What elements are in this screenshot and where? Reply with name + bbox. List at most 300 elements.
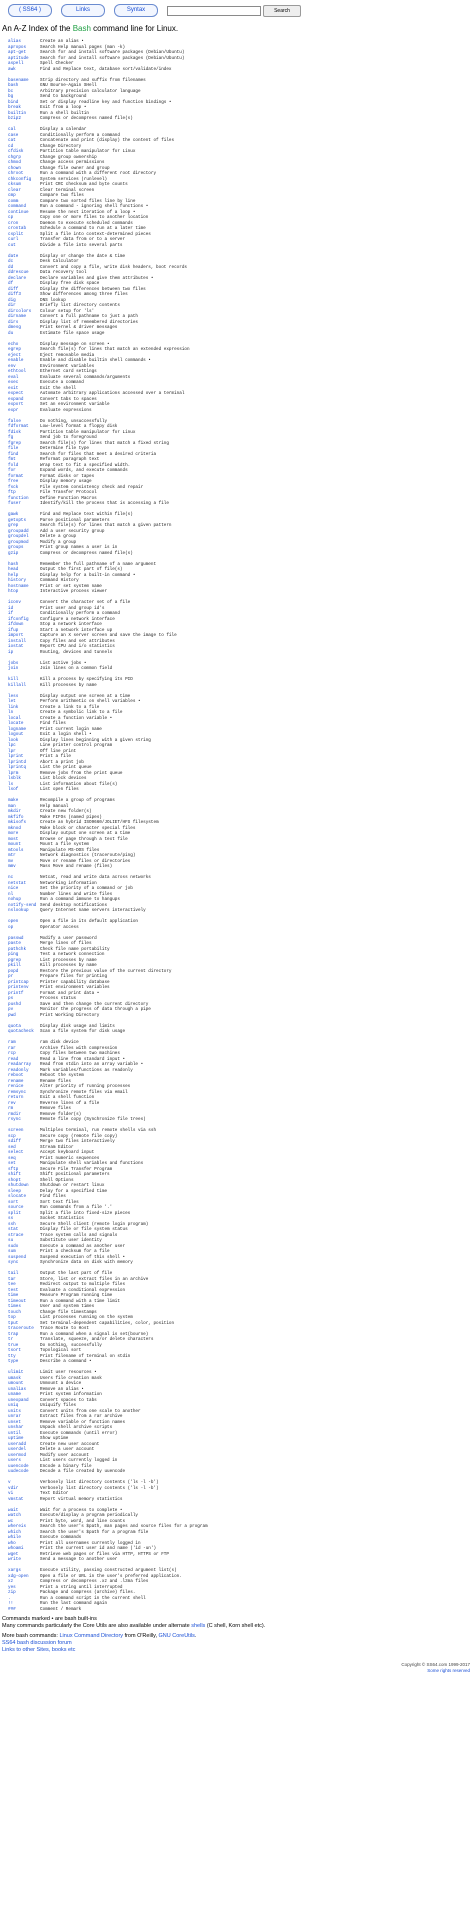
command-link[interactable]: rename — [8, 1078, 24, 1084]
command-link[interactable]: sed — [8, 1144, 16, 1150]
command-link[interactable]: timeout — [8, 1298, 27, 1304]
command-link[interactable]: ping — [8, 952, 19, 957]
command-link[interactable]: dig — [8, 297, 16, 303]
command-link[interactable]: dirname — [8, 314, 27, 319]
command-link[interactable]: case — [8, 132, 19, 138]
command-link[interactable]: tar — [8, 1276, 16, 1282]
command-link[interactable]: umask — [8, 1375, 21, 1381]
command-link[interactable]: killall — [8, 682, 27, 688]
command-link[interactable]: lprm — [8, 770, 19, 776]
command-link[interactable]: uudecode — [8, 1469, 29, 1474]
command-link[interactable]: xargs — [8, 1568, 21, 1573]
command-link[interactable]: rsync — [8, 1117, 21, 1122]
command-link[interactable]: lpr — [8, 748, 16, 754]
command-link[interactable]: pwd — [8, 1012, 16, 1018]
command-link[interactable]: dir — [8, 303, 16, 308]
command-link[interactable]: getopts — [8, 517, 27, 523]
command-link[interactable]: cal — [8, 127, 16, 132]
command-link[interactable]: return — [8, 1095, 24, 1100]
command-link[interactable]: let — [8, 699, 16, 704]
command-description: Decode a file created by uuencode — [40, 1469, 126, 1474]
command-link[interactable]: yes — [8, 1584, 16, 1590]
command-link[interactable]: comm — [8, 198, 19, 204]
command-link[interactable]: sftp — [8, 1166, 19, 1172]
command-link[interactable]: cksum — [8, 182, 21, 187]
command-link[interactable]: top — [8, 1315, 16, 1320]
linux-command-directory-link[interactable]: Linux Command Directory — [59, 1633, 124, 1639]
command-link[interactable]: ram — [8, 1040, 16, 1045]
command-link[interactable]: curl — [8, 237, 19, 242]
command-link[interactable]: cat — [8, 138, 16, 143]
command-link[interactable]: exit — [8, 385, 19, 391]
command-link[interactable]: look — [8, 737, 19, 743]
command-link[interactable]: until — [8, 1430, 21, 1436]
command-link[interactable]: fold — [8, 462, 19, 468]
command-link[interactable]: help — [8, 572, 19, 578]
command-link[interactable]: htop — [8, 589, 19, 594]
command-link[interactable]: tee — [8, 1282, 16, 1287]
command-link[interactable]: ifup — [8, 627, 19, 633]
command-link[interactable]: expand — [8, 396, 24, 402]
command-link[interactable]: declare — [8, 275, 27, 281]
other-sites-link[interactable]: Links to other Sites, books etc — [2, 1647, 76, 1653]
command-link[interactable]: groupdel — [8, 534, 29, 539]
command-link[interactable]: op — [8, 924, 14, 930]
command-description: Substitute user identity — [40, 1238, 102, 1243]
command-link[interactable]: unexpand — [8, 1397, 29, 1403]
command-description: Encode a binary file — [40, 1463, 92, 1469]
command-link[interactable]: apropos — [8, 44, 27, 50]
shells-link[interactable]: shells — [191, 1623, 206, 1629]
command-link[interactable]: mv — [8, 858, 14, 864]
command-link[interactable]: popd — [8, 968, 19, 974]
command-link[interactable]: join — [8, 666, 19, 671]
command-link[interactable]: v — [8, 1480, 11, 1485]
copyright-text: Copyright © SS64.com 1999-2017 — [401, 1662, 470, 1667]
command-link[interactable]: remsync — [8, 1089, 27, 1095]
command-link[interactable]: stat — [8, 1227, 19, 1232]
command-link[interactable]: fdisk — [8, 429, 21, 435]
command-link[interactable]: more — [8, 831, 19, 836]
command-link[interactable]: enable — [8, 358, 24, 363]
command-link[interactable]: times — [8, 1304, 21, 1309]
command-link[interactable]: paste — [8, 941, 21, 946]
command-link[interactable]: eject — [8, 352, 21, 358]
command-link[interactable]: chkconfig — [8, 176, 32, 182]
command-link[interactable]: sort — [8, 1199, 19, 1205]
command-link[interactable]: lsblk — [8, 776, 21, 781]
command-link[interactable]: most — [8, 836, 19, 842]
command-link[interactable]: vdir — [8, 1485, 19, 1491]
command-link[interactable]: nl — [8, 891, 14, 897]
command-link[interactable]: sum — [8, 1249, 16, 1254]
command-link[interactable]: date — [8, 253, 19, 259]
command-link[interactable]: make — [8, 798, 19, 803]
command-link[interactable]: install — [8, 638, 27, 644]
command-description: Data recovery tool — [40, 270, 87, 275]
command-link[interactable]: sleep — [8, 1188, 21, 1194]
command-link[interactable]: logout — [8, 732, 24, 737]
command-link[interactable]: free — [8, 479, 19, 484]
command-description: Environment variables — [40, 363, 95, 369]
command-link[interactable]: command — [8, 204, 27, 209]
command-link[interactable]: nc — [8, 875, 14, 880]
command-link[interactable]: sdiff — [8, 1139, 21, 1144]
command-link[interactable]: time — [8, 1293, 19, 1298]
command-link[interactable]: ### — [8, 1606, 16, 1612]
command-link[interactable]: find — [8, 451, 19, 457]
command-link[interactable]: select — [8, 1150, 24, 1155]
command-link[interactable]: logname — [8, 726, 27, 732]
command-link[interactable]: uniq — [8, 1403, 19, 1408]
command-link[interactable]: units — [8, 1408, 21, 1414]
command-description: Display lines beginning with a given string — [40, 737, 151, 743]
command-link[interactable]: chmod — [8, 160, 21, 165]
command-link[interactable]: !! — [8, 1601, 14, 1606]
command-link[interactable]: usermod — [8, 1452, 27, 1458]
command-link[interactable]: slocate — [8, 1194, 27, 1199]
command-link[interactable]: split — [8, 1210, 21, 1216]
command-link[interactable]: expr — [8, 407, 19, 413]
command-link[interactable]: chgrp — [8, 154, 21, 160]
command-link[interactable]: wait — [8, 1507, 19, 1513]
command-link[interactable]: for — [8, 468, 16, 473]
command-link[interactable]: iostat — [8, 644, 24, 649]
command-link[interactable]: break — [8, 105, 21, 110]
command-description: Measure Program running time — [40, 1293, 113, 1298]
command-link[interactable]: shopt — [8, 1177, 21, 1183]
command-link[interactable]: bg — [8, 94, 14, 99]
command-link[interactable]: . — [8, 1595, 11, 1601]
search-input[interactable] — [167, 6, 261, 16]
command-link[interactable]: which — [8, 1529, 21, 1535]
command-link[interactable]: nohup — [8, 897, 21, 902]
command-link[interactable]: quota — [8, 1023, 21, 1029]
command-link[interactable]: ethtool — [8, 369, 27, 374]
command-link[interactable]: diff3 — [8, 292, 21, 297]
command-link[interactable]: tput — [8, 1320, 19, 1326]
command-link[interactable]: unalias — [8, 1386, 27, 1392]
command-link[interactable]: while — [8, 1535, 21, 1540]
command-link[interactable]: gzip — [8, 550, 19, 556]
command-link[interactable]: fsck — [8, 484, 19, 490]
command-link[interactable]: lprint — [8, 754, 24, 759]
command-link[interactable]: local — [8, 715, 21, 721]
command-link[interactable]: passwd — [8, 935, 24, 941]
command-link[interactable]: kill — [8, 677, 19, 682]
command-link[interactable]: tail — [8, 1271, 19, 1276]
command-link[interactable]: printenv — [8, 985, 29, 990]
command-link[interactable]: xz — [8, 1579, 14, 1584]
command-link[interactable]: trap — [8, 1331, 19, 1337]
command-link[interactable]: mount — [8, 842, 21, 847]
command-link[interactable]: renice — [8, 1084, 24, 1089]
command-link[interactable]: mkfifo — [8, 814, 24, 820]
command-link[interactable]: mkdir — [8, 809, 21, 814]
command-link[interactable]: screen — [8, 1128, 24, 1133]
command-link[interactable]: umount — [8, 1381, 24, 1386]
command-link[interactable]: bind — [8, 99, 19, 105]
command-link[interactable]: function — [8, 495, 29, 501]
command-link[interactable]: pv — [8, 1007, 14, 1012]
command-link[interactable]: ln — [8, 710, 14, 715]
command-link[interactable]: groupadd — [8, 528, 29, 534]
command-description: Partition table manipulator for Linux — [40, 149, 136, 154]
command-link[interactable]: cmp — [8, 193, 16, 198]
command-link[interactable]: wget — [8, 1551, 19, 1557]
command-link[interactable]: groupmod — [8, 539, 29, 545]
command-link[interactable]: su — [8, 1238, 14, 1243]
command-link[interactable]: watch — [8, 1513, 21, 1518]
command-link[interactable]: suspend — [8, 1254, 27, 1260]
command-link[interactable]: mtools — [8, 847, 24, 853]
links-button[interactable]: Links — [61, 4, 105, 17]
command-description: Remember the full pathname of a name argument — [40, 561, 157, 567]
command-link[interactable]: ddrescue — [8, 270, 29, 275]
command-link[interactable]: test — [8, 1287, 19, 1293]
command-link[interactable]: fdformat — [8, 424, 29, 429]
command-link[interactable]: rar — [8, 1045, 16, 1051]
command-link[interactable]: eval — [8, 374, 19, 380]
command-link[interactable]: file — [8, 446, 19, 451]
command-link[interactable]: fgrep — [8, 440, 21, 446]
command-link[interactable]: xdg-open — [8, 1573, 29, 1579]
command-link[interactable]: continue — [8, 209, 29, 215]
command-link[interactable]: set — [8, 1161, 16, 1166]
command-description: Off line print — [40, 748, 77, 754]
command-link[interactable]: locate — [8, 721, 24, 726]
command-link[interactable]: ip — [8, 649, 14, 655]
command-link[interactable]: pkill — [8, 963, 21, 968]
command-link[interactable]: zip — [8, 1590, 16, 1595]
command-link[interactable]: pathchk — [8, 946, 27, 952]
command-description: Display a calendar — [40, 127, 87, 132]
command-link[interactable]: if — [8, 611, 14, 616]
command-link[interactable]: bash — [8, 83, 19, 88]
command-link[interactable]: pushd — [8, 1001, 21, 1007]
command-link[interactable]: vi — [8, 1491, 14, 1496]
command-link[interactable]: dircolors — [8, 308, 32, 314]
command-link[interactable]: format — [8, 473, 24, 479]
command-description: Merge two files interactively — [40, 1139, 115, 1144]
command-link[interactable]: who — [8, 1540, 16, 1546]
command-link[interactable]: userdel — [8, 1447, 27, 1452]
command-link[interactable]: lprintq — [8, 765, 27, 770]
command-link[interactable]: alias — [8, 39, 21, 44]
command-link[interactable]: tty — [8, 1353, 16, 1359]
command-link[interactable]: builtin — [8, 110, 27, 116]
command-link[interactable]: pr — [8, 974, 14, 979]
more-commands-mid: from O'Reilly, — [123, 1633, 159, 1639]
command-link[interactable]: history — [8, 578, 27, 583]
command-link[interactable]: chown — [8, 165, 21, 171]
command-link[interactable]: basename — [8, 77, 29, 83]
command-link[interactable]: wc — [8, 1518, 14, 1524]
command-description: Expand words, and execute commands — [40, 468, 128, 473]
command-link[interactable]: readarray — [8, 1062, 32, 1067]
command-link[interactable]: lpc — [8, 743, 16, 748]
command-table — [8, 39, 208, 1612]
command-link[interactable]: ss — [8, 1216, 14, 1221]
command-link[interactable]: exec — [8, 380, 19, 385]
command-link[interactable]: cp — [8, 215, 14, 220]
command-link[interactable]: du — [8, 330, 14, 336]
command-link[interactable]: rmdir — [8, 1111, 21, 1117]
command-link[interactable]: link — [8, 704, 19, 710]
command-link[interactable]: crontab — [8, 226, 27, 231]
command-link[interactable]: egrep — [8, 347, 21, 352]
command-link[interactable]: rcp — [8, 1051, 16, 1056]
command-link[interactable]: cfdisk — [8, 149, 24, 154]
command-link[interactable]: hostname — [8, 583, 29, 589]
command-link[interactable]: bc — [8, 88, 14, 94]
command-link[interactable]: ssh — [8, 1221, 16, 1227]
command-link[interactable]: mkisofs — [8, 820, 27, 825]
command-link[interactable]: hash — [8, 561, 19, 567]
command-link[interactable]: cd — [8, 143, 14, 149]
command-link[interactable]: dmesg — [8, 325, 21, 330]
command-link[interactable]: sync — [8, 1260, 19, 1265]
search-button[interactable]: Search — [263, 5, 301, 17]
command-link[interactable]: import — [8, 633, 24, 638]
command-link[interactable]: nice — [8, 886, 19, 891]
command-link[interactable]: ifdown — [8, 622, 24, 627]
command-link[interactable]: ls — [8, 781, 14, 787]
command-link[interactable]: traceroute — [8, 1326, 34, 1331]
command-link[interactable]: mtr — [8, 853, 16, 858]
command-link[interactable]: ifconfig — [8, 616, 29, 622]
command-link[interactable]: unrar — [8, 1414, 21, 1419]
command-link[interactable]: open — [8, 919, 19, 924]
command-link[interactable]: df — [8, 281, 14, 286]
command-link[interactable]: whoami — [8, 1546, 24, 1551]
command-link[interactable]: dc — [8, 259, 14, 264]
command-description: Convert the character set of a file — [40, 600, 131, 605]
command-link[interactable]: uuencode — [8, 1463, 29, 1469]
home-button[interactable]: ( SS64 ) — [8, 4, 52, 17]
command-link[interactable]: grep — [8, 523, 19, 528]
command-link[interactable]: true — [8, 1342, 19, 1348]
command-link[interactable]: jobs — [8, 660, 19, 666]
command-link[interactable]: fmt — [8, 457, 16, 462]
command-link[interactable]: uptime — [8, 1436, 24, 1441]
command-link[interactable]: mmv — [8, 864, 16, 869]
command-link[interactable]: cut — [8, 242, 16, 248]
command-description: Print system information — [40, 1392, 102, 1397]
command-link[interactable]: ps — [8, 996, 14, 1001]
command-link[interactable]: whereis — [8, 1524, 27, 1529]
command-link[interactable]: printcap — [8, 979, 29, 985]
title-bash-link[interactable]: Bash — [72, 24, 91, 33]
discussion-forum-link[interactable]: SS64 bash discussion forum — [2, 1640, 72, 1646]
command-link[interactable]: readonly — [8, 1067, 29, 1073]
command-link[interactable]: export — [8, 402, 24, 407]
command-link[interactable]: id — [8, 605, 14, 611]
syntax-button[interactable]: Syntax — [114, 4, 158, 17]
command-link[interactable]: chroot — [8, 171, 24, 176]
command-description: Describe a command • — [40, 1359, 92, 1364]
command-link[interactable]: unshar — [8, 1425, 24, 1430]
command-link[interactable]: aspell — [8, 61, 24, 66]
command-link[interactable]: notify-send — [8, 902, 37, 908]
command-link[interactable]: man — [8, 803, 16, 809]
command-link[interactable]: strace — [8, 1232, 24, 1238]
command-link[interactable]: tr — [8, 1337, 14, 1342]
command-link[interactable]: csplit — [8, 231, 24, 237]
command-link[interactable]: false — [8, 418, 21, 424]
command-link[interactable]: dd — [8, 264, 14, 270]
command-link[interactable]: apt-get — [8, 50, 27, 55]
command-link[interactable]: echo — [8, 341, 19, 347]
command-link[interactable]: uname — [8, 1392, 21, 1397]
command-link[interactable]: nslookup — [8, 908, 29, 913]
command-link[interactable]: lprintd — [8, 759, 27, 765]
command-link[interactable]: dirs — [8, 319, 19, 325]
command-link[interactable]: sudo — [8, 1243, 19, 1249]
command-link[interactable]: shift — [8, 1172, 21, 1177]
command-link[interactable]: ftp — [8, 490, 16, 495]
command-link[interactable]: clear — [8, 187, 21, 193]
command-link[interactable]: fuser — [8, 501, 21, 506]
command-link[interactable]: pgrep — [8, 957, 21, 963]
command-description: Capture an X server screen and save the image to file — [40, 633, 177, 638]
command-link[interactable]: vmstat — [8, 1496, 24, 1502]
command-link[interactable]: mknod — [8, 825, 21, 831]
command-link[interactable]: fg — [8, 435, 14, 440]
command-link[interactable]: diff — [8, 286, 19, 292]
command-link[interactable]: gawk — [8, 512, 19, 517]
command-description: Print CRC checksum and byte counts — [40, 182, 128, 187]
command-link[interactable]: env — [8, 363, 16, 369]
command-link[interactable]: quotacheck — [8, 1029, 34, 1034]
command-link[interactable]: awk — [8, 66, 16, 72]
command-link[interactable]: read — [8, 1056, 19, 1062]
command-link[interactable]: rm — [8, 1106, 14, 1111]
command-description: Print a file — [40, 754, 71, 759]
command-link[interactable]: useradd — [8, 1441, 27, 1447]
command-link[interactable]: bzip2 — [8, 116, 21, 121]
command-link[interactable]: type — [8, 1359, 19, 1364]
command-description: Check file name portability — [40, 946, 110, 952]
command-link[interactable]: seq — [8, 1155, 16, 1161]
command-description: Topological sort — [40, 1348, 82, 1353]
command-link[interactable]: aptitude — [8, 55, 29, 61]
command-link[interactable]: unset — [8, 1419, 21, 1425]
command-link[interactable]: lsof — [8, 787, 19, 792]
command-link[interactable]: tsort — [8, 1348, 21, 1353]
command-link[interactable]: users — [8, 1458, 21, 1463]
command-link[interactable]: printf — [8, 990, 24, 996]
command-description: Print or set system name — [40, 583, 102, 589]
command-link[interactable]: expect — [8, 391, 24, 396]
command-link[interactable]: head — [8, 567, 19, 572]
command-link[interactable]: groups — [8, 545, 24, 550]
command-link[interactable]: iconv — [8, 600, 21, 605]
command-link[interactable]: ulimit — [8, 1370, 24, 1375]
command-link[interactable]: cron — [8, 220, 19, 226]
command-link[interactable]: touch — [8, 1309, 21, 1315]
command-link[interactable]: less — [8, 693, 19, 699]
command-link[interactable]: write — [8, 1557, 21, 1562]
command-link[interactable]: rev — [8, 1100, 16, 1106]
command-link[interactable]: shutdown — [8, 1183, 29, 1188]
command-link[interactable]: netstat — [8, 880, 27, 886]
gnu-coreutils-link[interactable]: GNU CoreUtils — [158, 1633, 195, 1639]
rights-link[interactable]: Some rights reserved — [427, 1668, 470, 1673]
command-link[interactable]: reboot — [8, 1073, 24, 1078]
command-link[interactable]: scp — [8, 1133, 16, 1139]
command-link[interactable]: source — [8, 1205, 24, 1210]
